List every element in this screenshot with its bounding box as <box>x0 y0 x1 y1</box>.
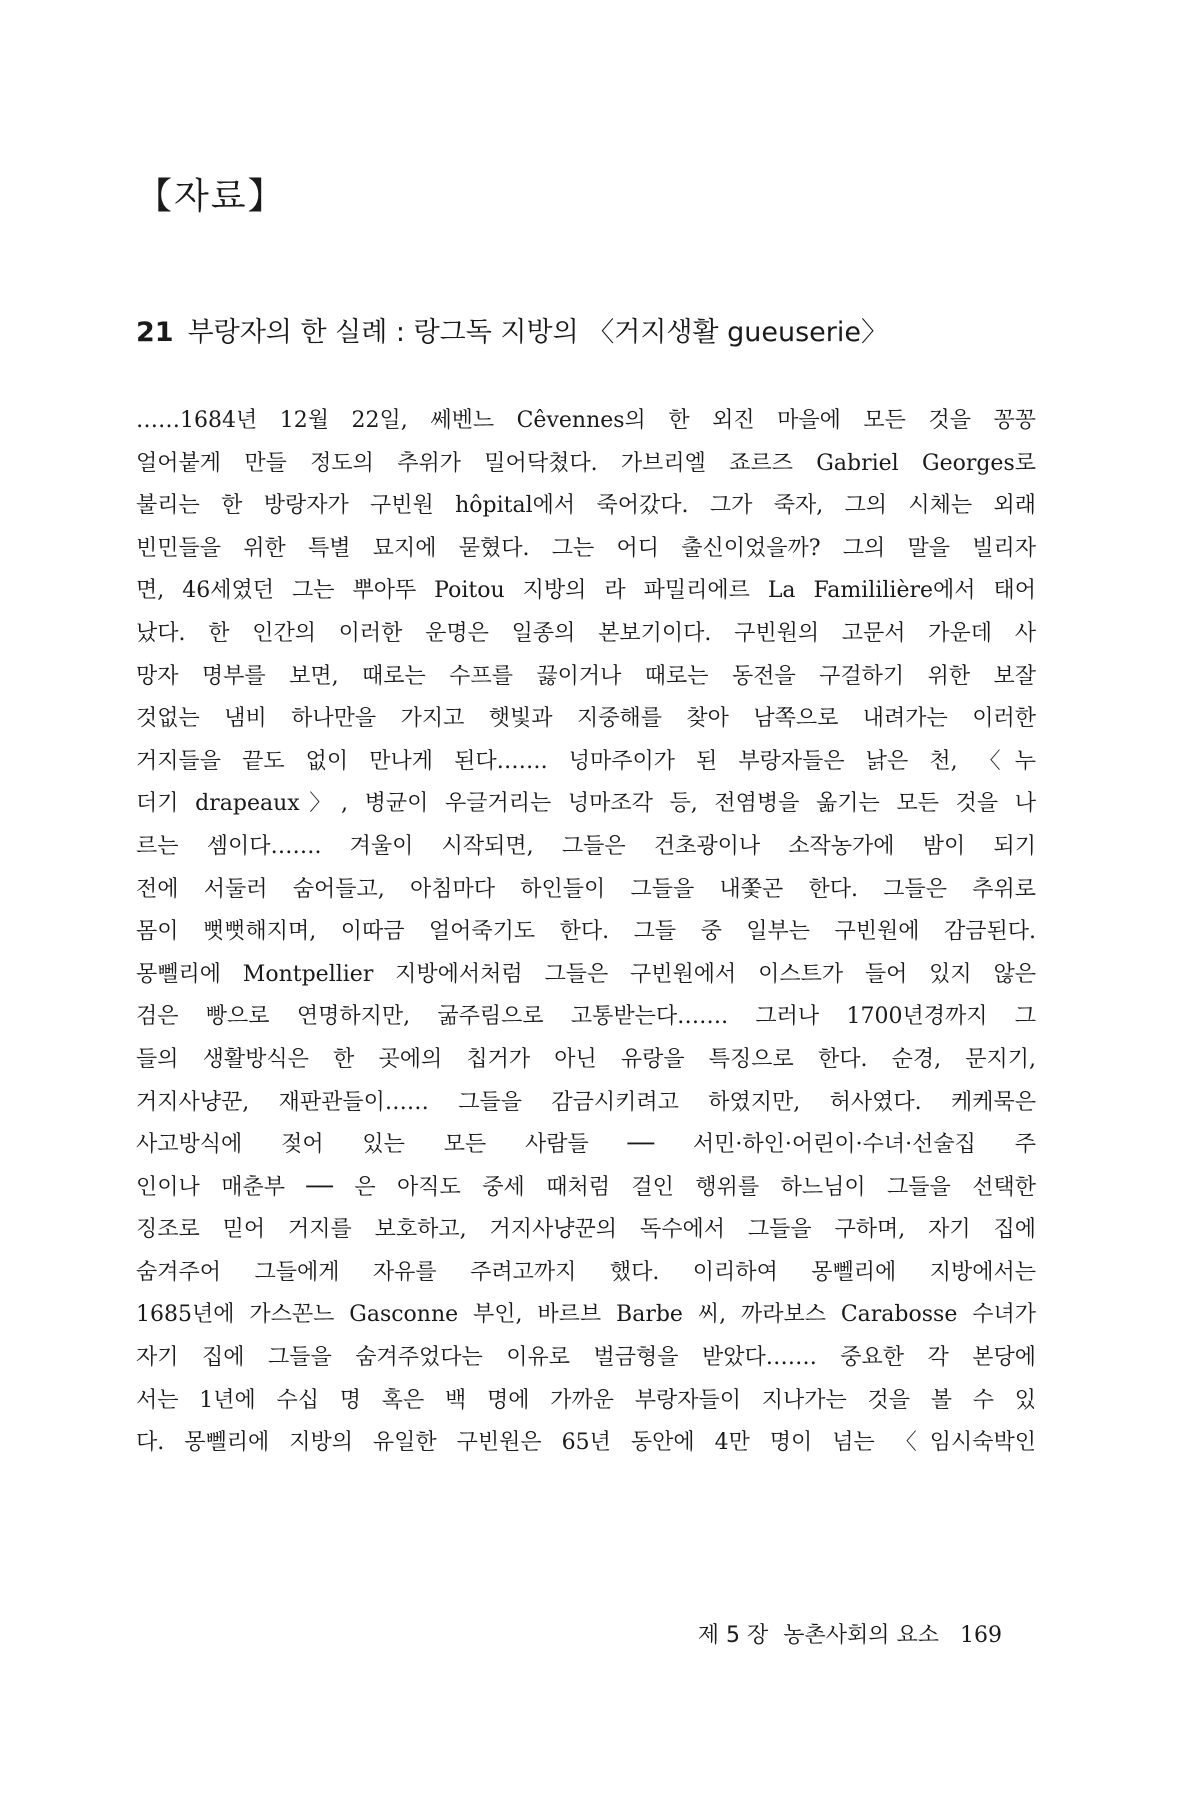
text-line: 것없는 냄비 하나만을 가지고 햇빛과 지중해를 찾아 남쪽으로 내려가는 이러한 <box>136 706 1036 732</box>
text-line: 1685년에 가스꼰느 Gasconne 부인, 바르브 Barbe 씨, 까라보스 Carabosse 수녀가 <box>136 1302 1036 1328</box>
text-line: 몸이 뻣뻣해지며, 이따금 얼어죽기도 한다. 그들 중 일부는 구빈원에 감금된다. <box>136 919 1036 945</box>
text-line: 사고방식에 젖어 있는 모든 사람들 ── 서민·하인·어린이·수녀·선술집 주 <box>136 1132 1036 1158</box>
text-line: 거지사냥꾼, 재판관들이…… 그들을 감금시키려고 하였지만, 허사였다. 케케묵은 <box>136 1089 1036 1115</box>
text-line: 거지들을 끝도 없이 만나게 된다……. 넝마주이가 된 부랑자들은 낡은 천, 〈누 <box>136 748 1036 774</box>
section-tag: 【자료】 <box>136 176 286 217</box>
text-line: 망자 명부를 보면, 때로는 수프를 끓이거나 때로는 동전을 구걸하기 위한 보잘 <box>136 663 1036 689</box>
text-line: 몽뻴리에 Montpellier 지방에서처럼 그들은 구빈원에서 이스트가 들어 있지 않은 <box>136 961 1036 987</box>
text-line: 면, 46세였던 그는 뿌아뚜 Poitou 지방의 라 파밀리에르 La Famililière에서 태어 <box>136 578 1036 604</box>
footer-chapter: 제 5 장 <box>697 1623 769 1648</box>
page-footer <box>698 1618 1002 1649</box>
text-line: 인이나 매춘부 ── 은 아직도 중세 때처럼 걸인 행위를 하느님이 그들을 선택한 <box>136 1174 1036 1200</box>
page-number: 169 <box>960 1623 1002 1648</box>
text-line: 다. 몽뻴리에 지방의 유일한 구빈원은 65년 동안에 4만 명이 넘는 〈임시숙박인 <box>136 1430 1036 1456</box>
document-title <box>136 310 1056 349</box>
text-line: ……1684년 12월 22일, 쎄벤느 Cêvennes의 한 외진 마을에 모든 것을 꽁꽁 <box>136 408 1036 433</box>
text-line: 르는 셈이다……. 겨울이 시작되면, 그들은 건초광이나 소작농가에 밤이 되기 <box>136 833 1036 859</box>
text-line: 서는 1년에 수십 명 혹은 백 명에 가까운 부랑자들이 지나가는 것을 볼 수 있 <box>136 1387 1036 1413</box>
body-text <box>136 400 1036 1465</box>
text-line: 났다. 한 인간의 이러한 운명은 일종의 본보기이다. 구빈원의 고문서 가운데 사 <box>136 620 1036 646</box>
text-line: 더기 drapeaux〉, 병균이 우글거리는 넝마조각 등, 전염병을 옮기는 모든 것을 나 <box>136 791 1036 817</box>
text-line: 들의 생활방식은 한 곳에의 칩거가 아닌 유랑을 특징으로 한다. 순경, 문지기, <box>136 1046 1036 1072</box>
text-line: 자기 집에 그들을 숨겨주었다는 이유로 벌금형을 받았다……. 중요한 각 본당에 <box>136 1345 1036 1371</box>
footer-section: 농촌사회의 요소 <box>783 1623 939 1648</box>
text-line: 얼어붙게 만들 정도의 추위가 밀어닥쳤다. 가브리엘 죠르즈 Gabriel Georges로 <box>136 450 1036 476</box>
text-line: 빈민들을 위한 특별 묘지에 묻혔다. 그는 어디 출신이었을까? 그의 말을 빌리자 <box>136 535 1036 561</box>
text-line: 징조로 믿어 거지를 보호하고, 거지사냥꾼의 독수에서 그들을 구하며, 자기 집에 <box>136 1217 1036 1243</box>
text-line: 전에 서둘러 숨어들고, 아침마다 하인들이 그들을 내쫓곤 한다. 그들은 추위로 <box>136 876 1036 902</box>
text-line: 불리는 한 방랑자가 구빈원 hôpital에서 죽어갔다. 그가 죽자, 그의 시체는 외래 <box>136 493 1036 519</box>
document-title-text: 부랑자의 한 실례 : 랑그독 지방의 〈거지생활 gueuserie〉 <box>187 317 889 348</box>
document-number: 21 <box>136 317 174 348</box>
text-line: 숨겨주어 그들에게 자유를 주려고까지 했다. 이리하여 몽뻴리에 지방에서는 <box>136 1259 1036 1285</box>
text-line: 검은 빵으로 연명하지만, 굶주림으로 고통받는다……. 그러나 1700년경까지 그 <box>136 1004 1036 1030</box>
